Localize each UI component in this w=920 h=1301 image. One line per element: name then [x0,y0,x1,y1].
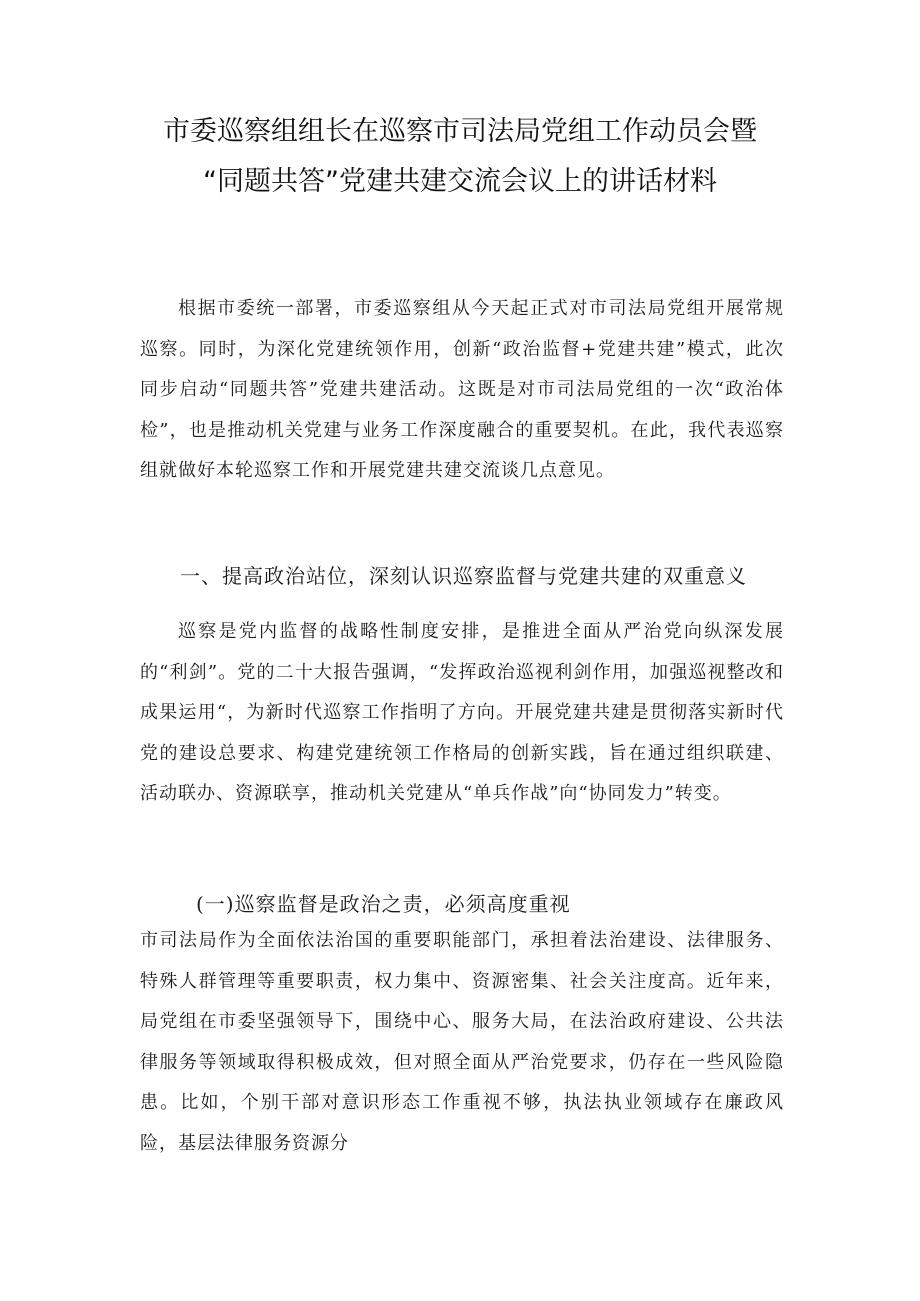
subsection-heading-1: (一)巡察监督是政治之责，必须高度重视 [196,892,571,916]
subsection-1-paragraph: 市司法局作为全面依法治国的重要职能部门，承担着法治建设、法律服务、特殊人群管理等重要职责，权力集中、资源密集、社会关注度高。近年来，局党组在市委坚强领导下，围绕中心、服务大局，在法治政府建设、公共法律服务等领域取得积极成效，但对照全面从严治党要求，仍存在一些风险隐患。比如，个别干部对意识形态工作重视不够，执法执业领域存在廉政风险，基层法律服务资源分 [140,930,784,1154]
document-title-line-2: “同题共答”党建共建交流会议上的讲话材料 [203,166,717,197]
document-title-line-1: 市委巡察组组长在巡察市司法局党组工作动员会暨 [163,116,757,147]
intro-paragraph: 根据市委统一部署，市委巡察组从今天起正式对市司法局党组开展常规巡察。同时，为深化党建统领作用，创新“政治监督+党建共建”模式，此次同步启动“同题共答”党建共建活动。这既是对市司法局党组的一次“政治体检”，也是推动机关党建与业务工作深度融合的重要契机。在此，我代表巡察组就做好本轮巡察工作和开展党建共建交流谈几点意见。 [140,298,784,481]
section-1-paragraph: 巡察是党内监督的战略性制度安排，是推进全面从严治党向纵深发展的“利剑”。党的二十大报告强调，“发挥政治巡视利剑作用，加强巡视整改和成果运用“，为新时代巡察工作指明了方向。开展党建共建是贯彻落实新时代党的建设总要求、构建党建统领工作格局的创新实践，旨在通过组织联建、活动联办、资源联享，推动机关党建从“单兵作战”向“协同发力”转变。 [140,621,784,804]
section-heading-1: 一、提高政治站位，深刻认识巡察监督与党建共建的双重意义 [180,564,747,588]
